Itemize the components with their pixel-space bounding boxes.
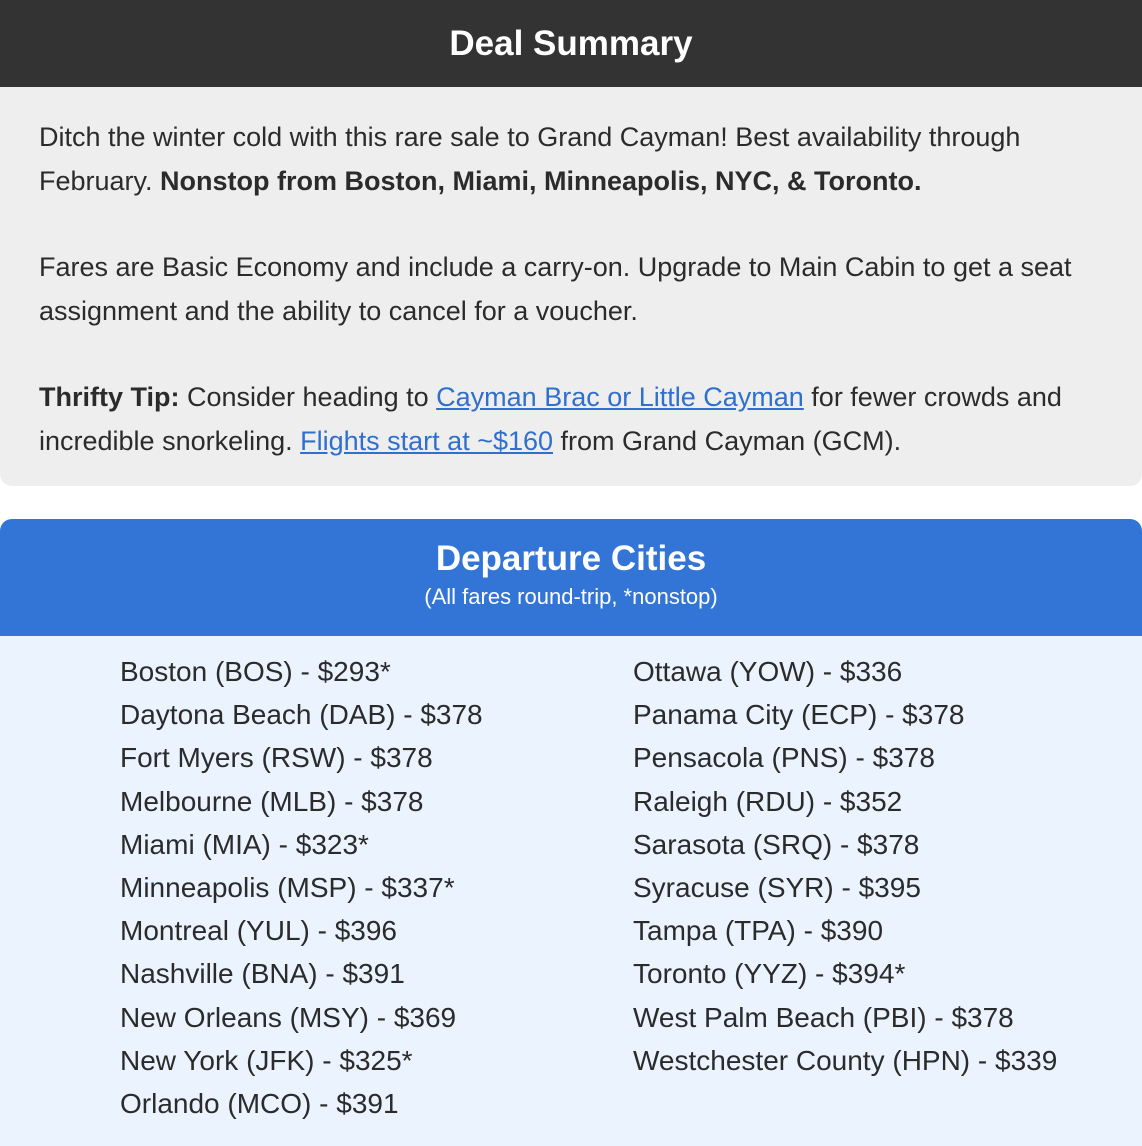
summary-paragraph-tip xyxy=(39,376,1103,463)
departure-city-item: Toronto (YYZ) - $394* xyxy=(633,958,906,990)
departure-city-item: Melbourne (MLB) - $378 xyxy=(120,785,424,817)
departure-city-item: Orlando (MCO) - $391 xyxy=(120,1088,399,1120)
departure-cities-title: Departure Cities xyxy=(435,539,707,578)
departure-cities-card xyxy=(0,519,1142,1146)
summary-intro-text: Ditch the winter cold with this rare sale to Grand Cayman! Best availability through February. xyxy=(39,122,1021,196)
departure-city-item: Tampa (TPA) - $390 xyxy=(633,915,884,947)
departure-city-item: Ottawa (YOW) - $336 xyxy=(633,656,903,687)
departure-city-item: Miami (MIA) - $323* xyxy=(120,828,369,860)
departure-city-item: Boston (BOS) - $293* xyxy=(120,656,391,687)
cayman-brac-link[interactable]: Cayman Brac or Little Cayman xyxy=(436,382,804,412)
departure-city-item: Fort Myers (RSW) - $378 xyxy=(120,742,433,774)
departure-city-item: Nashville (BNA) - $391 xyxy=(120,958,405,990)
departure-city-item: Minneapolis (MSP) - $337* xyxy=(120,872,455,904)
departure-city-item: Daytona Beach (DAB) - $378 xyxy=(120,699,483,731)
departure-list-left xyxy=(120,650,483,1125)
departure-city-item: New York (JFK) - $325* xyxy=(120,1044,413,1076)
departure-city-item: West Palm Beach (PBI) - $378 xyxy=(633,1001,1014,1033)
departure-city-item: Syracuse (SYR) - $395 xyxy=(633,872,921,904)
deal-summary-body xyxy=(0,87,1142,463)
summary-paragraph-intro xyxy=(39,116,1103,203)
departure-city-item: Westchester County (HPN) - $339 xyxy=(633,1044,1058,1076)
tip-text-c: from Grand Cayman (GCM). xyxy=(553,425,902,456)
departure-city-item: New Orleans (MSY) - $369 xyxy=(120,1001,457,1033)
departure-cities-subtitle: (All fares round-trip, *nonstop) xyxy=(424,584,718,609)
departure-list-right xyxy=(633,650,1057,1082)
departure-city-item: Pensacola (PNS) - $378 xyxy=(633,742,935,774)
departure-city-item: Montreal (YUL) - $396 xyxy=(120,915,398,947)
departure-city-item: Panama City (ECP) - $378 xyxy=(633,699,965,731)
summary-fares-text: Fares are Basic Economy and include a carry-on. Upgrade to Main Cabin to get a seat assignment and the ability to cancel for a voucher. xyxy=(39,252,1072,326)
summary-paragraph-fares xyxy=(39,246,1103,333)
deal-summary-title: Deal Summary xyxy=(0,0,1142,87)
tip-text-a: Consider heading to xyxy=(179,382,437,412)
summary-nonstop-text: Nonstop from Boston, Miami, Minneapolis, NYC, & Toronto. xyxy=(160,165,922,196)
flights-start-link[interactable]: Flights start at ~$160 xyxy=(300,425,554,456)
departure-city-item: Raleigh (RDU) - $352 xyxy=(633,785,903,817)
departure-city-item: Sarasota (SRQ) - $378 xyxy=(633,828,920,860)
tip-text-b: for fewer crowds and incredible snorkeling. xyxy=(39,382,1062,456)
thrifty-tip-label: Thrifty Tip: xyxy=(39,382,180,412)
deal-summary-card xyxy=(0,0,1142,486)
departure-cities-header xyxy=(0,519,1142,636)
